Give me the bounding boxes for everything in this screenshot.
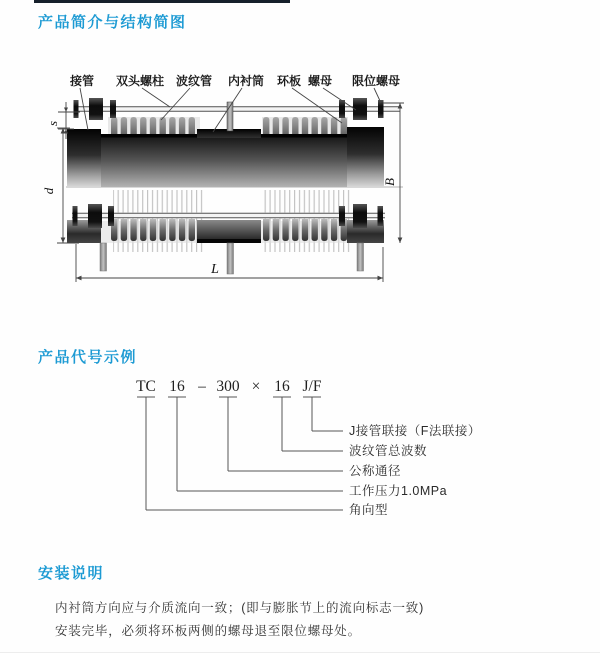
part-label-nut: 螺母 xyxy=(307,74,333,88)
code-token-dn: 300 xyxy=(216,378,240,395)
page-top-bar xyxy=(34,0,290,3)
code-token-waves: 16 xyxy=(274,378,290,395)
install-note-line-1: 内衬筒方向应与介质流向一致；(即与膨胀节上的流向标志一致) xyxy=(55,601,425,615)
dim-label-d: d xyxy=(41,187,56,195)
dim-label-B: B xyxy=(382,178,397,186)
left-pipe-end xyxy=(67,129,101,187)
code-expl-type: 角向型 xyxy=(349,503,389,517)
lower-bellows-right xyxy=(263,219,347,241)
code-expl-pressure: 工作压力1.0MPa xyxy=(349,484,448,498)
lower-bellows-left xyxy=(111,219,195,241)
part-labels xyxy=(69,73,400,88)
lower-tie-rod xyxy=(72,213,385,219)
part-label-bellows: 波纹管 xyxy=(175,74,213,88)
part-label-liner: 内衬筒 xyxy=(227,74,265,88)
code-expl-waves: 波纹管总波数 xyxy=(349,444,428,458)
part-label-jieguan: 接管 xyxy=(69,74,95,88)
section-heading-code: 产品代号示例 xyxy=(38,349,138,366)
code-expl-dn: 公称通径 xyxy=(349,464,402,478)
section-heading-install: 安装说明 xyxy=(38,565,105,582)
product-code-diagram xyxy=(0,375,600,540)
code-tokens xyxy=(136,378,322,395)
code-token-pressure: 16 xyxy=(169,378,185,395)
dim-label-L: L xyxy=(211,262,219,277)
structure-diagram xyxy=(0,60,480,310)
code-connector-lines xyxy=(137,397,343,510)
section-heading-intro: 产品简介与结构简图 xyxy=(38,14,187,31)
code-token-dash: – xyxy=(198,378,206,395)
right-pipe-end xyxy=(347,127,384,187)
code-explanations xyxy=(349,423,481,517)
part-label-ringplate: 环板 xyxy=(276,74,302,88)
part-label-limitnut: 限位螺母 xyxy=(351,74,401,88)
code-token-times: × xyxy=(251,378,261,395)
code-token-conn: J/F xyxy=(302,378,322,395)
code-expl-connection: J接管联接（F法联接） xyxy=(349,424,481,438)
dimension-B xyxy=(382,103,404,243)
install-note-line-2: 安装完毕，必须将环板两侧的螺母退至限位螺母处。 xyxy=(55,624,361,638)
part-label-stud: 双头螺柱 xyxy=(115,74,165,88)
code-token-type: TC xyxy=(136,378,156,395)
upper-body xyxy=(67,127,384,187)
lower-body xyxy=(67,219,384,243)
dim-label-s: s xyxy=(45,120,60,126)
